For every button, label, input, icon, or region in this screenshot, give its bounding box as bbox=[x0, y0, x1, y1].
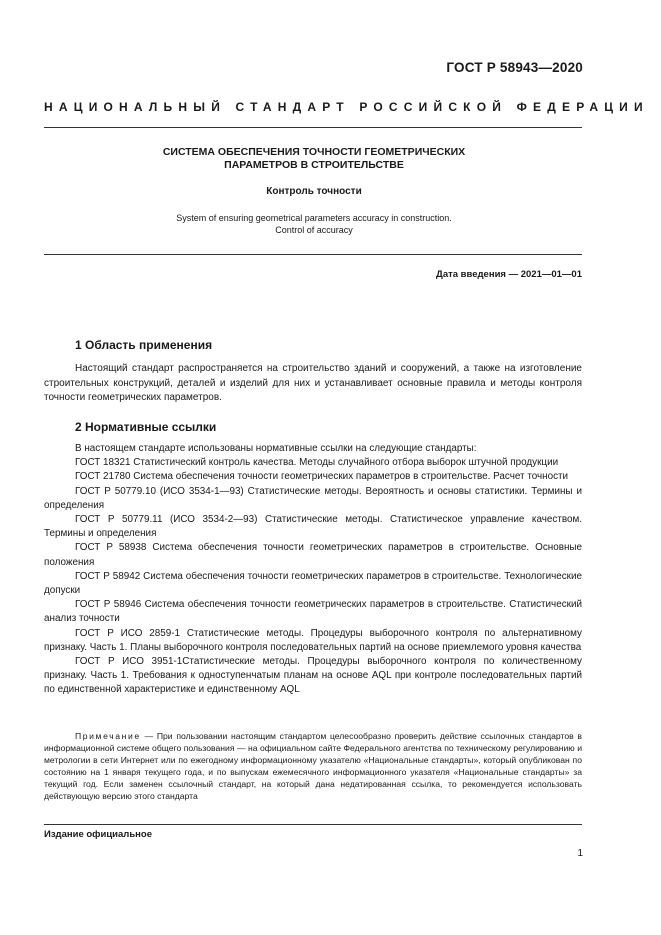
reference-item: ГОСТ Р 50779.11 (ИСО 3534-2—93) Статистические методы. Статистическое управление качеством. Термины и определения bbox=[44, 514, 582, 540]
title-line: ПАРАМЕТРОВ В СТРОИТЕЛЬСТВЕ bbox=[224, 159, 404, 171]
reference-item: ГОСТ Р 58942 Система обеспечения точности геометрических параметров в строительстве. Технологические допуски bbox=[44, 570, 582, 597]
reference-item: ГОСТ Р 58938 Система обеспечения точности геометрических параметров в строительстве. Основные положения bbox=[44, 542, 582, 568]
official-edition-label: Издание официальное bbox=[44, 829, 152, 840]
english-title-line: System of ensuring geometrical parameters accuracy in construction. bbox=[176, 213, 452, 223]
scope-paragraph bbox=[44, 362, 582, 406]
divider bbox=[44, 824, 582, 825]
reference-item: ГОСТ 18321 Статистический контроль качества. Методы случайного отбора выборок штучной продукции bbox=[75, 457, 559, 469]
section-heading-scope: 1 Область применения bbox=[75, 338, 213, 352]
divider bbox=[44, 127, 582, 128]
document-title bbox=[44, 146, 584, 172]
document-subtitle: Контроль точности bbox=[266, 186, 362, 197]
introduction-date: Дата введения — 2021—01—01 bbox=[436, 269, 582, 280]
reference-item: ГОСТ Р ИСО 2859-1 Статистические методы. Процедуры выборочного контроля по альтернативному признаку. Часть 1. Планы выборочного контроля последовательных партий на основе приемлемого уровня качества bbox=[44, 627, 582, 653]
reference-item: ГОСТ Р 50779.10 (ИСО 3534-1—93) Статистические методы. Вероятность и основы статистики. Термины и определения bbox=[44, 485, 582, 511]
reference-item: ГОСТ 21780 Система обеспечения точности геометрических параметров в строительстве. Расчет точности bbox=[75, 471, 569, 483]
page-number: 1 bbox=[577, 848, 583, 859]
title-line: СИСТЕМА ОБЕСПЕЧЕНИЯ ТОЧНОСТИ ГЕОМЕТРИЧЕСКИХ bbox=[162, 146, 466, 158]
gost-number: ГОСТ Р 58943—2020 bbox=[446, 60, 583, 75]
note-text: — При пользовании настоящим стандартом целесообразно проверить действие ссылочных стандартов в информационной системе общего пользования — на официальном сайте Федерального агентства по техническому регулированию и метрологии в сети Интернет или по ежегодному информационному указателю «Национальные стандарты», который опубликован по состоянию на 1 января текущего года, и по выпускам ежемесячного информационного указателя «Национальные стандарты» за текущий год. Если заменен ссылочный стандарт, на который дана недатированная ссылка, то рекомендуется использовать действующую версию этого стандарта bbox=[44, 731, 582, 801]
english-title-line: Control of accuracy bbox=[275, 225, 353, 235]
section-heading-references: 2 Нормативные ссылки bbox=[75, 420, 217, 434]
scope-text: Настоящий стандарт распространяется на строительство зданий и сооружений, а также на изготовление строительных конструкций, деталей и изделий для них и устанавливает основные правила и методы контроля точности геометрических параметров. bbox=[44, 363, 582, 403]
national-standard-heading: НАЦИОНАЛЬНЫЙ СТАНДАРТ РОССИЙСКОЙ ФЕДЕРАЦИИ bbox=[44, 100, 649, 114]
references-intro: В настоящем стандарте использованы нормативные ссылки на следующие стандарты: bbox=[75, 443, 477, 454]
reference-item: ГОСТ Р ИСО 3951-1Статистические методы. Процедуры выборочного контроля по количественному признаку. Часть 1. Требования к одноступенчатым планам на основе AQL при контроле последовательных партий по единственной характеристике и единственному AQL bbox=[44, 656, 582, 696]
references-list bbox=[44, 442, 582, 698]
english-title bbox=[44, 212, 584, 236]
reference-item: ГОСТ Р 58946 Система обеспечения точности геометрических параметров в строительстве. Статистический анализ точности bbox=[44, 599, 582, 625]
references-note bbox=[44, 730, 582, 802]
divider bbox=[44, 254, 582, 255]
note-label: Примечание bbox=[75, 731, 141, 741]
